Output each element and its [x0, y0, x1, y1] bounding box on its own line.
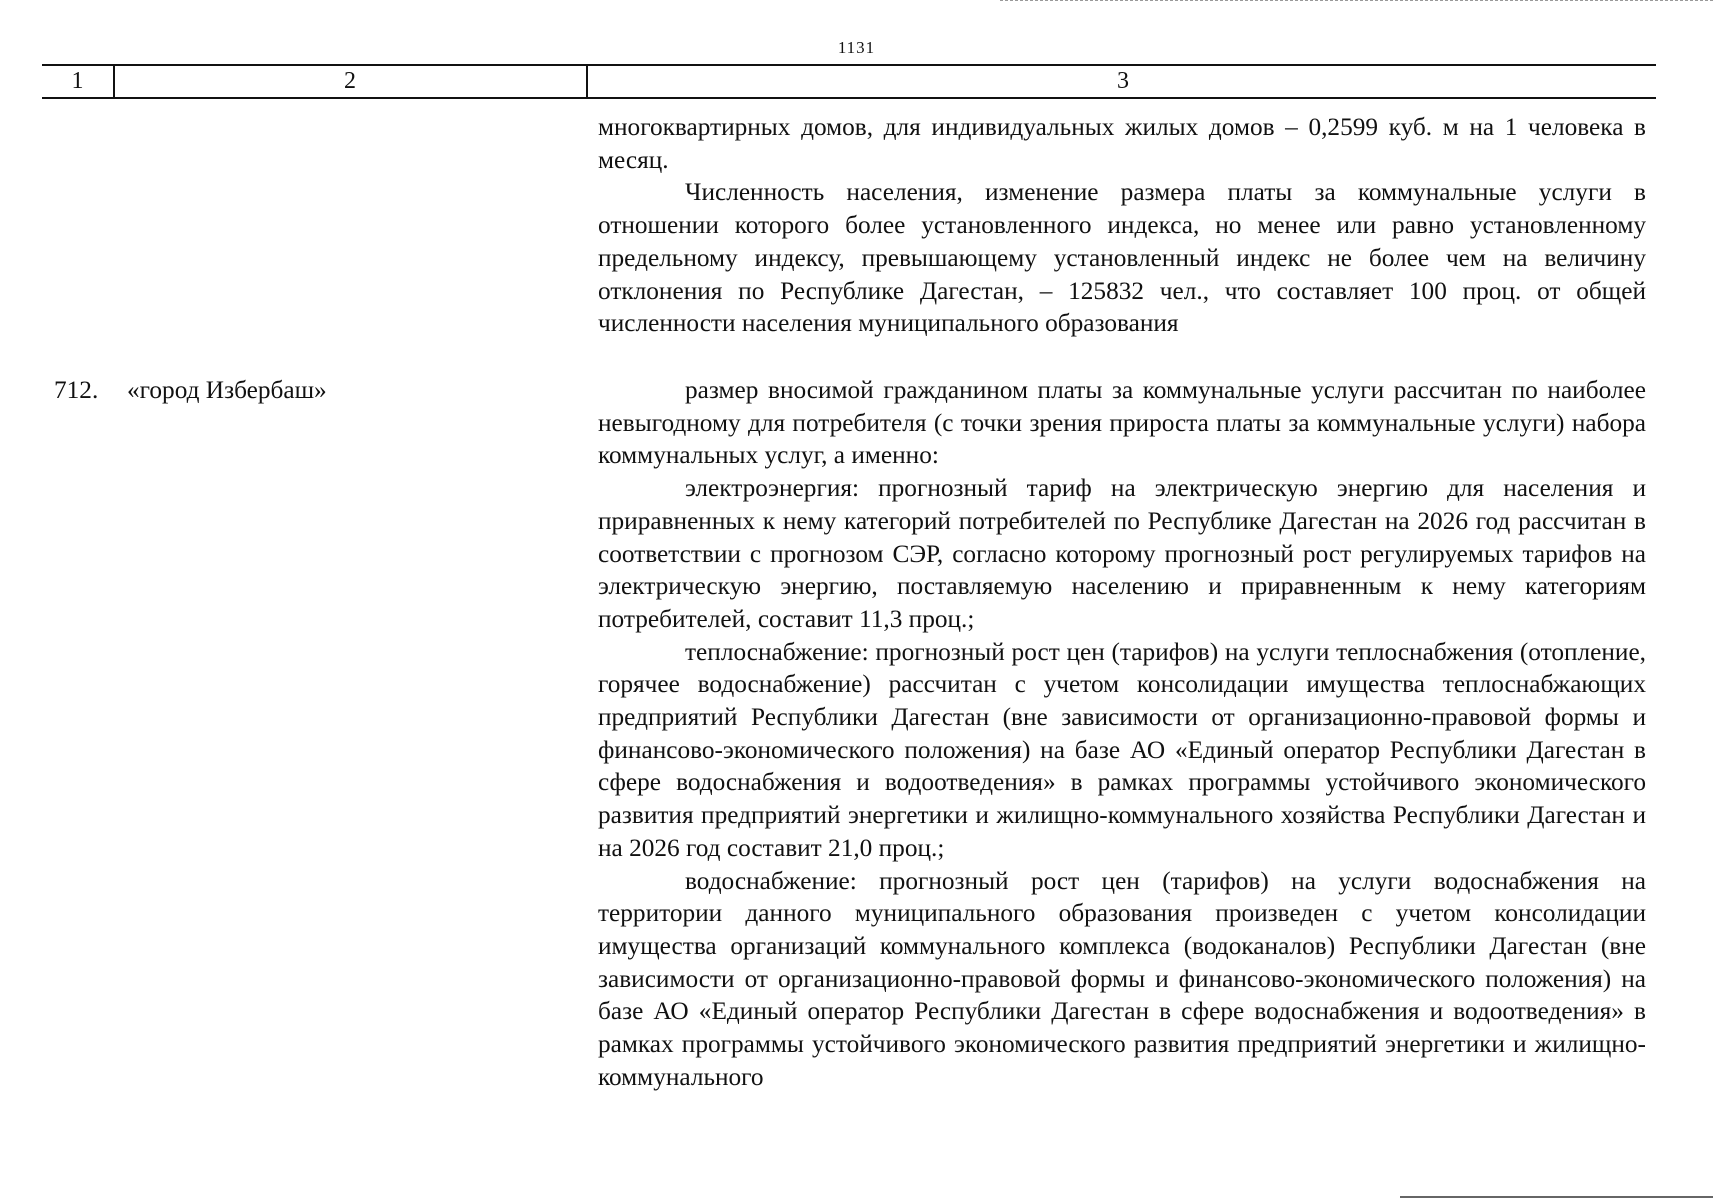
- row-number: 712.: [54, 376, 99, 404]
- continuation-paragraph: многоквартирных домов, для индивидуальных жилых домов – 0,2599 куб. м на 1 человека в месяц.: [598, 113, 1646, 174]
- row-paragraph: размер вносимой гражданином платы за коммунальные услуги рассчитан по наиболее невыгодному для потребителя (с точки зрения прироста платы за коммунальные услуги) набора коммунальных услуг, а именно:: [598, 376, 1646, 470]
- row-paragraph: электроэнергия: прогнозный тариф на электрическую энергию для населения и приравненных к нему категорий потребителей по Республике Дагестан на 2026 год рассчитан в соответствии с прогнозом СЭР, согласно которому прогнозный рост регулируемых тарифов на электрическую энергию, поставляемую населению и приравненным к нему категориям потребителей, составит 11,3 проц.;: [598, 474, 1646, 633]
- row-description: [598, 374, 1646, 1093]
- continuation-paragraph: Численность населения, изменение размера платы за коммунальные услуги в отношении которого более установленного индекса, но менее или равно установленному предельному индексу, превышающему установленный индекс не более чем на величину отклонения по Республике Дагестан, – 125832 чел., что составляет 100 проц. от общей численности населения муниципального образования: [598, 178, 1646, 338]
- table-header-col-3: 3: [586, 66, 1658, 97]
- continuation-text: [598, 111, 1646, 340]
- table-header-col-2: 2: [113, 66, 585, 97]
- scan-artifact-bottom: [1400, 1196, 1713, 1200]
- scan-artifact-top: [1000, 0, 1713, 3]
- row-municipality-name: «город Избербаш»: [127, 376, 327, 404]
- row-paragraph: теплоснабжение: прогнозный рост цен (тарифов) на услуги теплоснабжения (отопление, горячее водоснабжение) рассчитан с учетом консолидации имущества теплоснабжающих предприятий Республики Дагестан (вне зависимости от организационно-правовой формы и финансово-экономического положения) на базе АО «Единый оператор Республики Дагестан в сфере водоснабжения и водоотведения» в рамках программы устойчивого экономического развития предприятий энергетики и жилищно-коммунального хозяйства Республики Дагестан и на 2026 год составит 21,0 проц.;: [598, 637, 1646, 862]
- page-number: 1131: [837, 38, 876, 57]
- table-header-col-1: 1: [71, 68, 84, 94]
- table-header-row: [42, 64, 1656, 99]
- row-paragraph: водоснабжение: прогнозный рост цен (тарифов) на услуги водоснабжения на территории данного муниципального образования произведен с учетом консолидации имущества организаций коммунального комплекса (водоканалов) Республики Дагестан (вне зависимости от организационно-правовой формы и финансово-экономического положения) на базе АО «Единый оператор Республики Дагестан в сфере водоснабжения и водоотведения» в рамках программы устойчивого экономического развития предприятий энергетики и жилищно-коммунального: [598, 866, 1646, 1091]
